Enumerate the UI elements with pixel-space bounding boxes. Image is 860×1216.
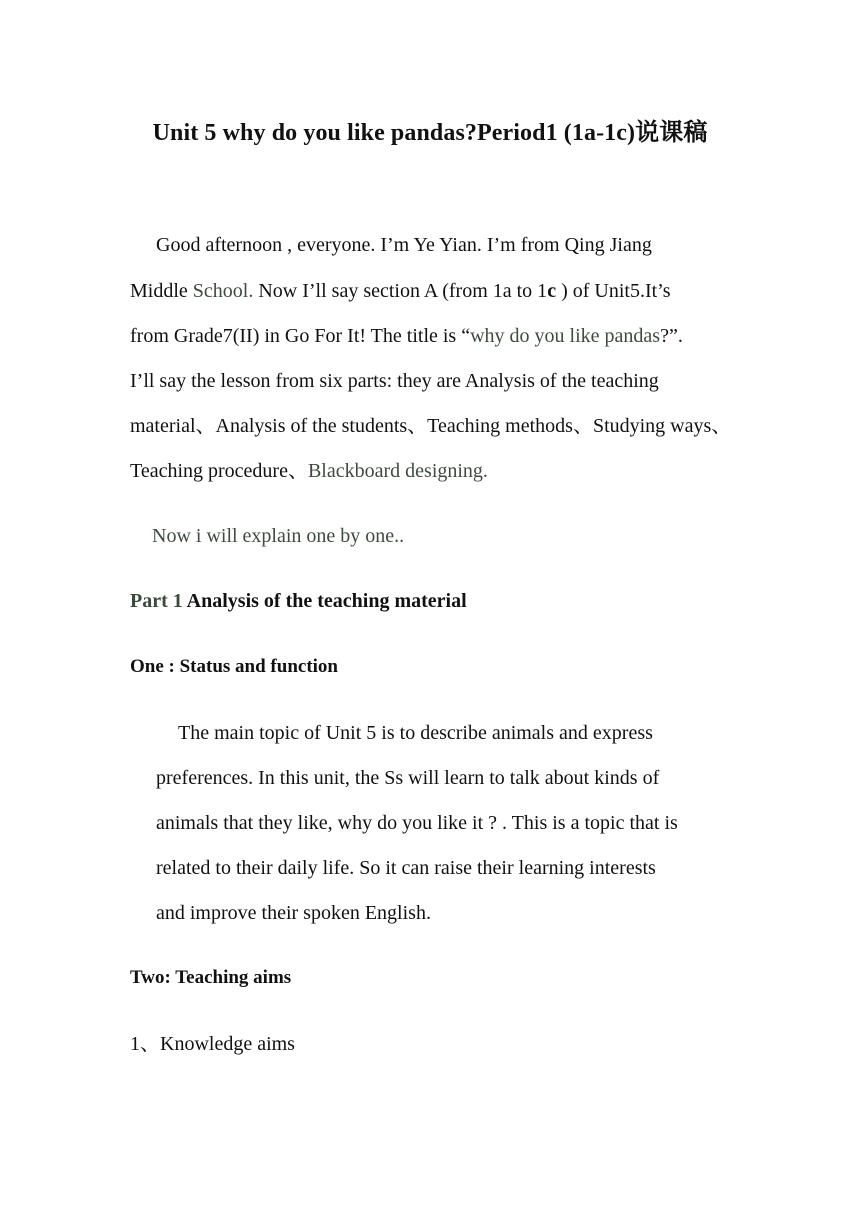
- intro-text: Good afternoon , everyone. I’m Ye Yian. I’m from Qing Jiang: [156, 234, 652, 256]
- intro-line-1: [156, 233, 652, 257]
- intro-text-highlight: why do you like pandas: [470, 325, 661, 347]
- intro-text: material、Analysis of the students、Teaching methods、Studying ways、: [130, 415, 732, 437]
- intro-text: Now i will explain one by one..: [152, 525, 405, 547]
- intro-text-highlight: Blackboard designing.: [307, 460, 488, 482]
- intro-text: ?”.: [660, 325, 683, 347]
- intro-line-4: [130, 369, 659, 393]
- section-one-line-4: related to their daily life. So it can raise their learning interests: [156, 857, 656, 879]
- intro-line-6: [130, 459, 488, 483]
- intro-line-5: [130, 414, 731, 438]
- intro-text: Middle: [130, 280, 193, 302]
- intro-text-highlight: School.: [192, 280, 254, 302]
- intro-text-bold: c: [547, 280, 557, 302]
- section-one-line-1: The main topic of Unit 5 is to describe animals and express: [178, 722, 653, 744]
- intro-line-3: [130, 324, 683, 348]
- intro-text: Now I’ll say section A (from 1a to 1: [253, 280, 548, 302]
- part-title: Analysis of the teaching material: [182, 590, 467, 612]
- section-two-heading: Two: Teaching aims: [130, 967, 292, 988]
- section-one-line-3: animals that they like, why do you like it ? . This is a topic that is: [156, 812, 678, 834]
- intro-text: ) of Unit5.It’s: [556, 280, 671, 302]
- intro-text: I’ll say the lesson from six parts: they are Analysis of the teaching: [130, 370, 659, 392]
- document-title: Unit 5 why do you like pandas?Period1 (1a-1c)说课稿: [152, 120, 708, 146]
- section-one-line-2: preferences. In this unit, the Ss will learn to talk about kinds of: [156, 767, 660, 789]
- intro-text: from Grade7(II) in Go For It! The title is “: [130, 325, 471, 347]
- part-label: Part 1: [130, 590, 183, 612]
- intro-line-2: [130, 279, 671, 303]
- knowledge-aims-item: 1、Knowledge aims: [130, 1033, 295, 1055]
- part1-heading: [130, 590, 467, 613]
- intro-text: Teaching procedure、: [130, 460, 308, 482]
- section-one-line-5: and improve their spoken English.: [156, 902, 431, 924]
- section-one-heading: One : Status and function: [130, 656, 338, 677]
- intro-line-7: [152, 524, 404, 548]
